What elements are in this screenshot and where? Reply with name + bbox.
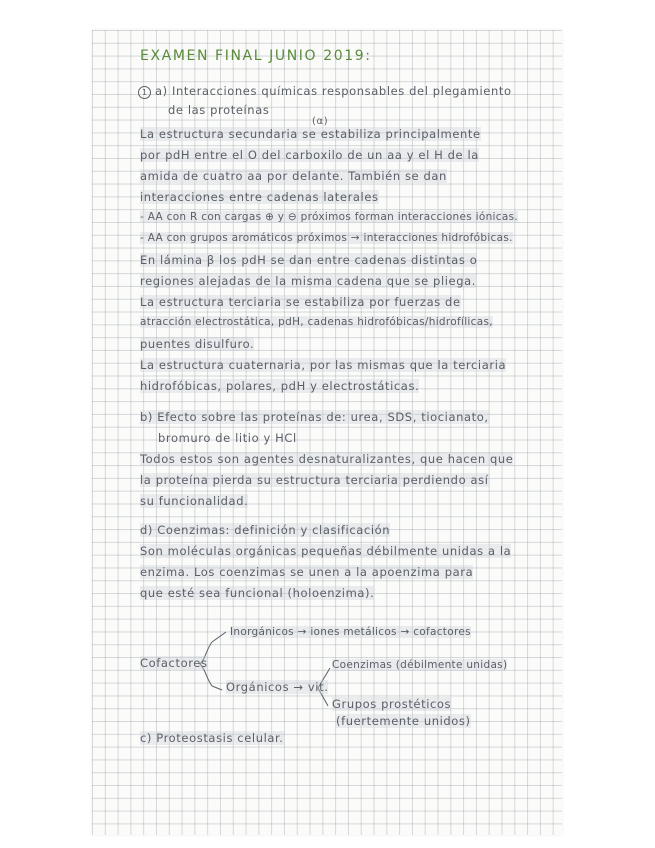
answer-line: atracción electrostática, pdH, cadenas hidrofóbicas/hidrofílicas, <box>140 316 493 328</box>
answer-line: La estructura terciaria se estabiliza por fuerzas de <box>140 295 461 309</box>
answer-line: amida de cuatro aa por delante. También se dan <box>140 169 447 183</box>
answer-line: En lámina β los pdH se dan entre cadenas distintas o <box>140 253 478 267</box>
answer-line: La estructura cuaternaria, por las mismas que la terciaria <box>140 358 507 372</box>
question-b-heading-cont: bromuro de litio y HCl <box>158 431 297 445</box>
question-a-heading <box>138 84 512 99</box>
question-b-heading: b) Efecto sobre las proteínas de: urea, SDS, tiocianato, <box>140 410 489 424</box>
diagram-organic-branch: Orgánicos → vit. <box>226 680 329 694</box>
diagram-inorganic-branch: Inorgánicos → iones metálicos → cofactores <box>230 626 471 638</box>
answer-line: Todos estos son agentes desnaturalizantes, que hacen que <box>140 452 514 466</box>
answer-line: - AA con R con cargas ⊕ y ⊖ próximos forman interacciones iónicas. <box>140 211 518 223</box>
answer-line: La estructura secundaria se estabiliza principalmente <box>140 127 481 141</box>
diagram-prosthetic-note: (fuertemente unidos) <box>336 714 471 728</box>
answer-line: regiones alejadas de la misma cadena que se pliega. <box>140 274 477 288</box>
diagram-prosthetic-label: Grupos prostéticos <box>332 697 452 711</box>
question-number-circle: 1 <box>138 86 151 99</box>
answer-line: hidrofóbicas, polares, pdH y electrostáticas. <box>140 379 420 393</box>
answer-line: - AA con grupos aromáticos próximos → interacciones hidrofóbicas. <box>140 232 513 244</box>
answer-line: puentes disulfuro. <box>140 337 255 351</box>
alpha-annotation: (α) <box>312 116 329 127</box>
question-a-heading-text: a) Interacciones químicas responsables del plegamiento <box>155 84 512 98</box>
question-c-heading: c) Proteostasis celular. <box>140 731 284 745</box>
answer-line: Son moléculas orgánicas pequeñas débilmente unidas a la <box>140 544 512 558</box>
answer-line: su funcionalidad. <box>140 494 249 508</box>
question-a-heading-cont: de las proteínas <box>168 103 270 117</box>
page-title: EXAMEN FINAL JUNIO 2019: <box>140 48 372 64</box>
answer-line: por pdH entre el O del carboxilo de un aa y el H de la <box>140 148 479 162</box>
question-d-heading: d) Coenzimas: definición y clasificación <box>140 523 391 537</box>
diagram-coenzymes-label: Coenzimas (débilmente unidas) <box>332 659 508 671</box>
answer-line: la proteína pierda su estructura terciaria perdiendo así <box>140 473 489 487</box>
answer-line: enzima. Los coenzimas se unen a la apoenzima para <box>140 565 474 579</box>
diagram-root-label: Cofactores <box>140 656 208 670</box>
answer-line: interacciones entre cadenas laterales <box>140 190 379 204</box>
answer-line: que esté sea funcional (holoenzima). <box>140 586 375 600</box>
